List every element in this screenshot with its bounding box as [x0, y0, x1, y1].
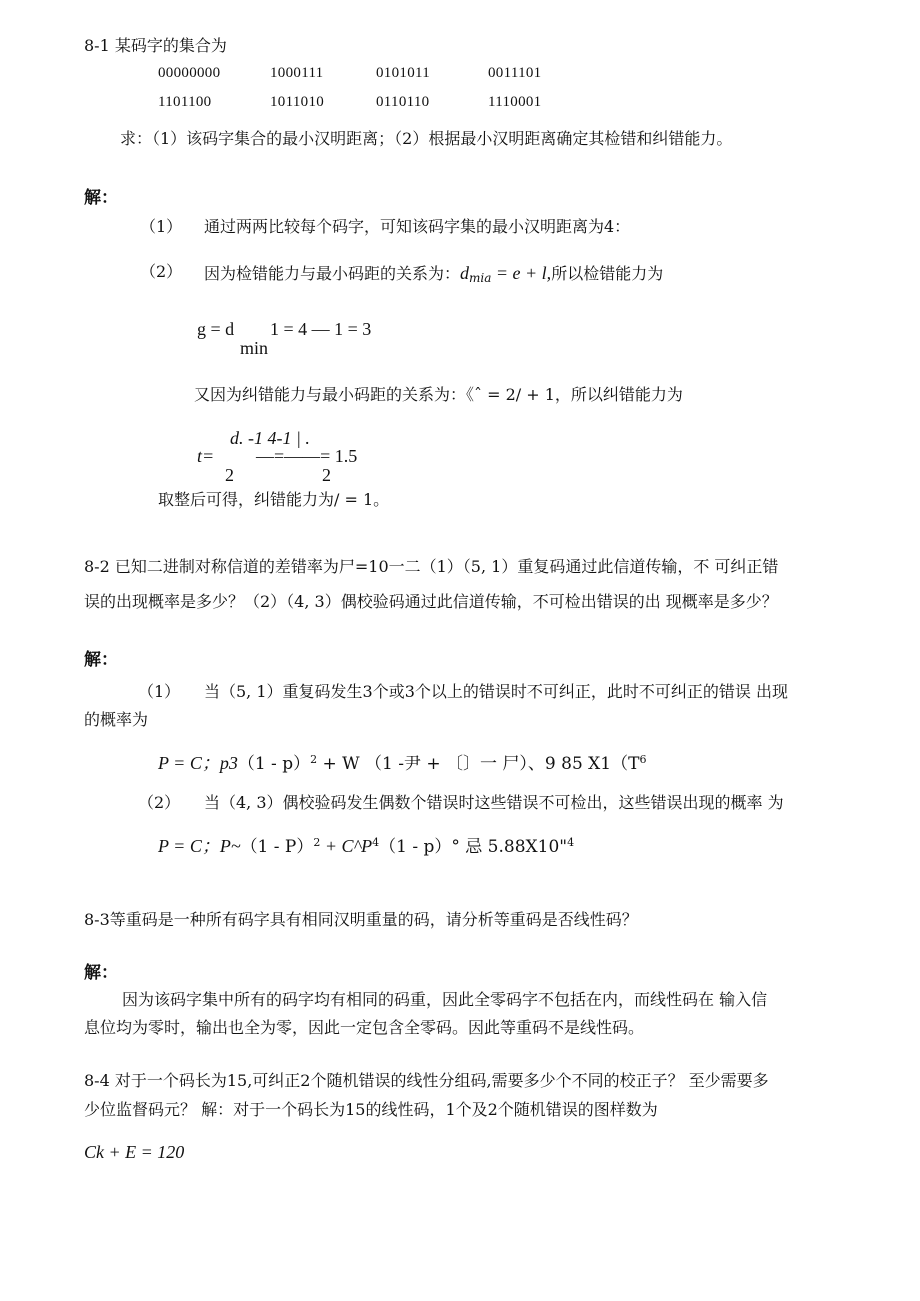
formula-g-subscript: min	[240, 338, 269, 358]
formula-t-numerator: d. -1 4-1 | .	[230, 428, 310, 448]
formula-8-2-1-c: + W （1 -尹 + 〔〕一 尸）、9 85 X1（T	[317, 754, 640, 774]
problem-8-1-question: 求：（1）该码字集合的最小汉明距离；（2）根据最小汉明距离确定其检错和纠错能力。	[120, 129, 733, 148]
answer-8-2-part-2: 当（4, 3）偶校验码发生偶数个错误时这些错误不可检出，这些错误出现的概率 为	[204, 793, 784, 812]
codeword: 0101011	[376, 65, 431, 81]
formula-8-2-1-a: P = C；p3	[158, 753, 238, 773]
codeword: 1011010	[270, 94, 325, 110]
answer-8-1-part-2	[204, 264, 663, 284]
problem-8-2-line-1: 8-2 已知二进制对称信道的差错率为尸=10一二（1）（5, 1）重复码通过此信道传输，不 可纠正错	[84, 557, 779, 576]
answer-8-3-line-2: 息位均为零时，输出也全为零，因此一定包含全零码。因此等重码不是线性码。	[84, 1018, 645, 1037]
problem-8-4-line-2: 少位监督码元？ 解：对于一个码长为15的线性码，1个及2个随机错误的图样数为	[84, 1100, 658, 1119]
answer-8-1-part-1: 通过两两比较每个码字，可知该码字集的最小汉明距离为4：	[204, 217, 631, 236]
problem-8-4-line-1: 8-4 对于一个码长为15,可纠正2个随机错误的线性分组码,需要多少个不同的校正子？ 至少需要多	[84, 1071, 769, 1090]
codeword: 0011101	[488, 65, 542, 81]
formula-8-2-2-exp: 4	[567, 836, 575, 849]
answer-8-2-part-1-line-1: 当（5, 1）重复码发生3个或3个以上的错误时不可纠正，此时不可纠正的错误 出现	[204, 682, 788, 701]
answer-8-1-part-2-tail: 所以检错能力为	[551, 264, 664, 283]
problem-8-3-question: 8-3等重码是一种所有码字具有相同汉明重量的码，请分析等重码是否线性码？	[84, 910, 638, 929]
formula-t-denominator: 2	[225, 465, 234, 485]
formula-8-2-2-d: （1 - p）° 忌 5.88X10"	[379, 837, 568, 857]
codeword: 1110001	[488, 94, 542, 110]
answer-8-3-line-1: 因为该码字集中所有的码字均有相同的码重，因此全零码字不包括在内，而线性码在 输入信	[122, 990, 768, 1009]
formula-8-2-2-a: P = C；P~	[158, 836, 241, 856]
formula-8-2-2-b: （1 - P）	[240, 837, 314, 857]
formula-8-2-2	[158, 837, 574, 856]
answer-item-number: （2）	[138, 793, 181, 812]
formula-8-2-2-exp: 2	[313, 836, 321, 849]
answer-label: 解：	[84, 650, 118, 670]
formula-8-2-2-c: + C^P	[320, 836, 373, 856]
answer-8-1-correction-intro: 又因为纠错能力与最小码距的关系为：《ˆ = 2/ + 1，所以纠错能力为	[194, 385, 683, 404]
answer-item-number: （1）	[138, 682, 181, 701]
formula-t-left: t=	[197, 446, 215, 466]
codeword: 0110110	[376, 94, 430, 110]
answer-item-number: （1）	[140, 217, 183, 236]
formula-rest: = e + l,	[491, 263, 552, 283]
answer-item-number: （2）	[140, 262, 183, 281]
answer-label: 解：	[84, 188, 118, 208]
formula-8-2-2-exp: 4	[372, 836, 380, 849]
answer-8-1-part-2-text: 因为检错能力与最小码距的关系为：	[204, 264, 461, 283]
formula-8-2-1-exp: 2	[310, 753, 318, 766]
codeword: 1101100	[158, 94, 212, 110]
answer-8-2-part-1-line-2: 的概率为	[84, 710, 149, 729]
formula-8-4: Ck + E = 120	[84, 1142, 185, 1162]
formula-8-2-1-b: （1 - p）	[237, 754, 311, 774]
formula-t-denominator: 2	[322, 465, 331, 485]
answer-label: 解：	[84, 963, 118, 983]
formula-g-right: 1 = 4 — 1 = 3	[270, 319, 372, 339]
formula-8-2-1-exp: 6	[639, 753, 647, 766]
formula-t-middle: —=——= 1.5	[256, 446, 358, 466]
problem-8-2-line-2: 误的出现概率是多少？（2）（4, 3）偶校验码通过此信道传输，不可检出错误的出 现概率是多少？	[84, 592, 778, 611]
formula-8-2-1	[158, 754, 646, 773]
codeword: 1000111	[270, 65, 324, 81]
formula-g-left: g = d	[197, 319, 235, 339]
formula-d: d	[460, 263, 470, 283]
problem-8-1-heading: 8-1 某码字的集合为	[84, 36, 227, 55]
codeword: 00000000	[158, 65, 221, 81]
answer-8-1-rounding: 取整后可得，纠错能力为/ = 1。	[158, 490, 390, 509]
formula-d-subscript: mia	[469, 271, 492, 285]
